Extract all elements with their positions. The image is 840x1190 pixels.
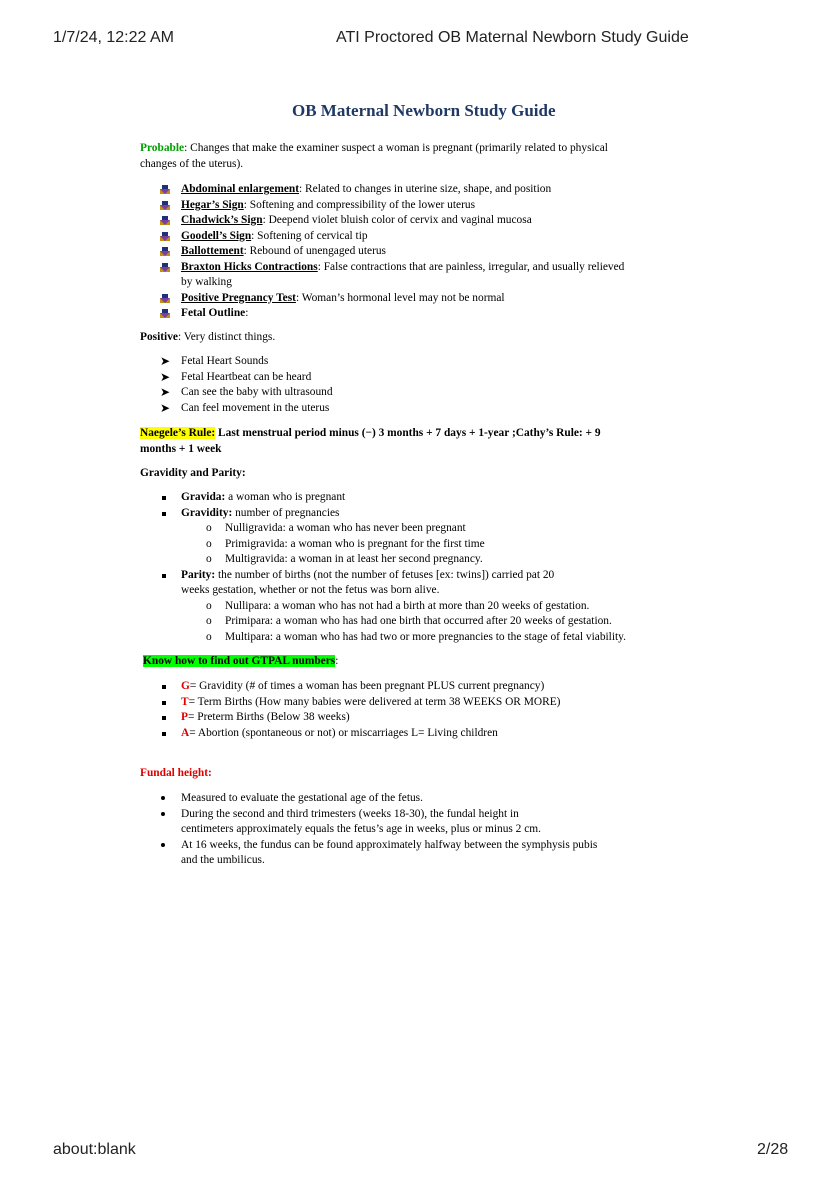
positive-item-text: Can see the baby with ultrasound	[181, 386, 333, 398]
positive-item-text: Fetal Heartbeat can be heard	[181, 370, 312, 383]
positive-item-text: Can feel movement in the uterus	[181, 401, 330, 414]
probable-text: : Changes that make the examiner suspect a woman is pregnant (primarily related to physical	[184, 142, 608, 154]
sub-list-item	[140, 537, 680, 553]
sign-term: Goodell’s Sign	[181, 229, 252, 242]
square-bullet-icon	[162, 574, 166, 578]
naegele-text: Last menstrual period minus (−) 3 months + 7 days + 1-year ;Cathy’s Rule: + 9	[215, 427, 601, 439]
list-item	[140, 182, 680, 198]
sub-item-text: Primipara: a woman who has had one birth that occurred after 20 weeks of gestation.	[225, 615, 612, 627]
fundal-item-text: At 16 weeks, the fundus can be found approximately halfway between the symphysis pubis	[181, 838, 598, 851]
fundal-heading: Fundal height:	[140, 767, 212, 779]
chevron-right-icon: ➤	[160, 369, 171, 384]
list-item	[140, 695, 680, 711]
list-item	[140, 198, 680, 214]
sign-desc: : Rebound of unengaged uterus	[243, 245, 386, 257]
sub-item-text: Multipara: a woman who has had two or more pregnancies to the stage of fetal viability.	[225, 630, 626, 643]
gtpal-letter: T	[181, 695, 189, 708]
list-item	[140, 490, 680, 506]
list-item	[140, 244, 680, 260]
list-item	[140, 229, 680, 245]
gtpal-text: = Preterm Births (Below 38 weeks)	[187, 711, 350, 723]
print-date: 1/7/24, 12:22 AM	[53, 29, 174, 46]
fundal-item-text-cont: centimeters approximately equals the fetus’s age in weeks, plus or minus 2 cm.	[181, 823, 541, 835]
list-item	[140, 791, 680, 807]
list-item	[140, 260, 680, 291]
gravidity-list	[140, 490, 680, 645]
gravidity-label: Gravidity:	[181, 506, 233, 519]
parity-text-cont: weeks gestation, whether or not the fetus was born alive.	[181, 584, 440, 596]
positive-item-text: Fetal Heart Sounds	[181, 355, 269, 367]
circle-bullet-icon: o	[206, 553, 212, 565]
gtpal-heading-text: Know how to find out GTPAL numbers	[143, 655, 336, 667]
fundal-item-text: During the second and third trimesters (weeks 18-30), the fundal height in	[181, 807, 519, 820]
square-bullet-icon	[162, 701, 166, 705]
circle-bullet-icon: o	[206, 522, 212, 534]
sign-term: Fetal Outline	[181, 307, 246, 319]
gtpal-letter: G	[181, 680, 190, 692]
arrow-bullet-icon	[160, 201, 170, 210]
list-item	[140, 838, 680, 869]
list-item	[140, 306, 680, 322]
circle-bullet-icon: o	[206, 599, 212, 612]
chevron-right-icon: ➤	[160, 400, 171, 415]
list-item	[140, 385, 680, 401]
square-bullet-icon	[162, 716, 166, 720]
positive-paragraph	[140, 330, 680, 346]
probable-text-cont: changes of the uterus).	[140, 157, 244, 170]
sub-item-text: Nullipara: a woman who has not had a birth at more than 20 weeks of gestation.	[225, 599, 590, 612]
arrow-bullet-icon	[160, 263, 170, 272]
arrow-bullet-icon	[160, 309, 170, 318]
square-bullet-icon	[162, 512, 166, 516]
sub-list-item	[140, 599, 680, 615]
list-item	[140, 370, 680, 386]
sub-list-item	[140, 521, 680, 537]
circle-bullet-icon: o	[206, 630, 212, 643]
list-item	[140, 401, 680, 417]
gtpal-text: = Term Births (How many babies were delivered at term 38 WEEKS OR MORE)	[188, 695, 561, 708]
parity-label: Parity:	[181, 568, 216, 581]
sign-term: Braxton Hicks Contractions	[181, 260, 318, 273]
sign-desc: : Woman’s hormonal level may not be normal	[295, 291, 505, 304]
sub-list-item	[140, 552, 680, 568]
naegele-rule	[140, 426, 680, 457]
gravidity-heading: Gravidity and Parity:	[140, 467, 246, 479]
gravidity-text: number of pregnancies	[232, 506, 340, 519]
sign-desc: : Related to changes in uterine size, shape, and position	[299, 183, 552, 195]
sub-item-text: Nulligravida: a woman who has never been pregnant	[225, 522, 466, 534]
square-bullet-icon	[162, 685, 166, 689]
sub-list-item	[140, 614, 680, 630]
positive-text: : Very distinct things.	[177, 331, 276, 343]
sign-term: Positive Pregnancy Test	[181, 291, 296, 304]
arrow-bullet-icon	[160, 216, 170, 225]
sign-desc: : Softening of cervical tip	[251, 229, 368, 242]
sub-item-text: Primigravida: a woman who is pregnant for the first time	[225, 537, 485, 550]
list-item	[140, 354, 680, 370]
list-item	[140, 506, 680, 522]
positive-signs-list	[140, 354, 680, 416]
square-bullet-icon	[162, 496, 166, 500]
sign-desc: : Softening and compressibility of the lower uterus	[243, 198, 475, 211]
sign-term: Hegar’s Sign	[181, 198, 244, 211]
circle-bullet-icon: o	[206, 615, 212, 627]
list-item	[140, 213, 680, 229]
gtpal-heading	[140, 654, 683, 670]
sign-term: Chadwick’s Sign	[181, 214, 263, 226]
gtpal-text: = Gravidity (# of times a woman has been pregnant PLUS current pregnancy)	[189, 680, 545, 692]
sign-term: Ballottement	[181, 245, 244, 257]
list-item	[140, 679, 680, 695]
dot-bullet-icon	[161, 812, 165, 816]
arrow-bullet-icon	[160, 232, 170, 241]
square-bullet-icon	[162, 732, 166, 736]
print-header-title: ATI Proctored OB Maternal Newborn Study Guide	[336, 29, 689, 46]
gravida-text: a woman who is pregnant	[225, 491, 346, 503]
sign-desc: :	[245, 307, 249, 319]
list-item	[140, 807, 680, 838]
sign-term: Abdominal enlargement	[181, 183, 300, 195]
probable-label: Probable	[140, 142, 185, 154]
dot-bullet-icon	[161, 796, 165, 800]
sub-item-text: Multigravida: a woman in at least her second pregnancy.	[225, 553, 483, 565]
gravida-label: Gravida:	[181, 491, 226, 503]
gtpal-list	[140, 679, 680, 741]
list-item	[140, 710, 680, 726]
chevron-right-icon: ➤	[160, 354, 171, 368]
circle-bullet-icon: o	[206, 537, 212, 550]
chevron-right-icon: ➤	[160, 385, 171, 399]
sign-desc: : Deepend violet bluish color of cervix and vaginal mucosa	[262, 214, 532, 226]
probable-signs-list	[140, 182, 680, 322]
naegele-label: Naegele’s Rule:	[140, 427, 216, 439]
arrow-bullet-icon	[160, 185, 170, 194]
probable-paragraph	[140, 141, 680, 172]
fundal-list	[140, 791, 680, 869]
sign-desc: : False contractions that are painless, irregular, and usually relieved	[317, 260, 625, 273]
fundal-item-text: Measured to evaluate the gestational age of the fetus.	[181, 792, 423, 804]
parity-text: the number of births (not the number of fetuses [ex: twins]) carried pat 20	[215, 568, 555, 581]
print-page-number: 2/28	[757, 1141, 789, 1158]
list-item	[140, 726, 680, 742]
arrow-bullet-icon	[160, 247, 170, 256]
gtpal-letter: P	[181, 711, 188, 723]
sign-desc-cont: by walking	[181, 276, 232, 288]
sub-list-item	[140, 630, 680, 646]
list-item	[140, 568, 680, 599]
page-title: OB Maternal Newborn Study Guide	[292, 101, 556, 120]
list-item	[140, 291, 680, 307]
fundal-item-text-cont: and the umbilicus.	[181, 854, 265, 866]
gtpal-heading-suffix: :	[335, 655, 339, 667]
dot-bullet-icon	[161, 843, 165, 847]
arrow-bullet-icon	[160, 294, 170, 303]
gtpal-letter: A	[181, 726, 190, 739]
naegele-text-cont: months + 1 week	[140, 442, 222, 455]
print-footer-url: about:blank	[53, 1141, 136, 1158]
positive-label: Positive	[140, 331, 178, 343]
gtpal-text: = Abortion (spontaneous or not) or miscarriages L= Living children	[189, 726, 498, 739]
